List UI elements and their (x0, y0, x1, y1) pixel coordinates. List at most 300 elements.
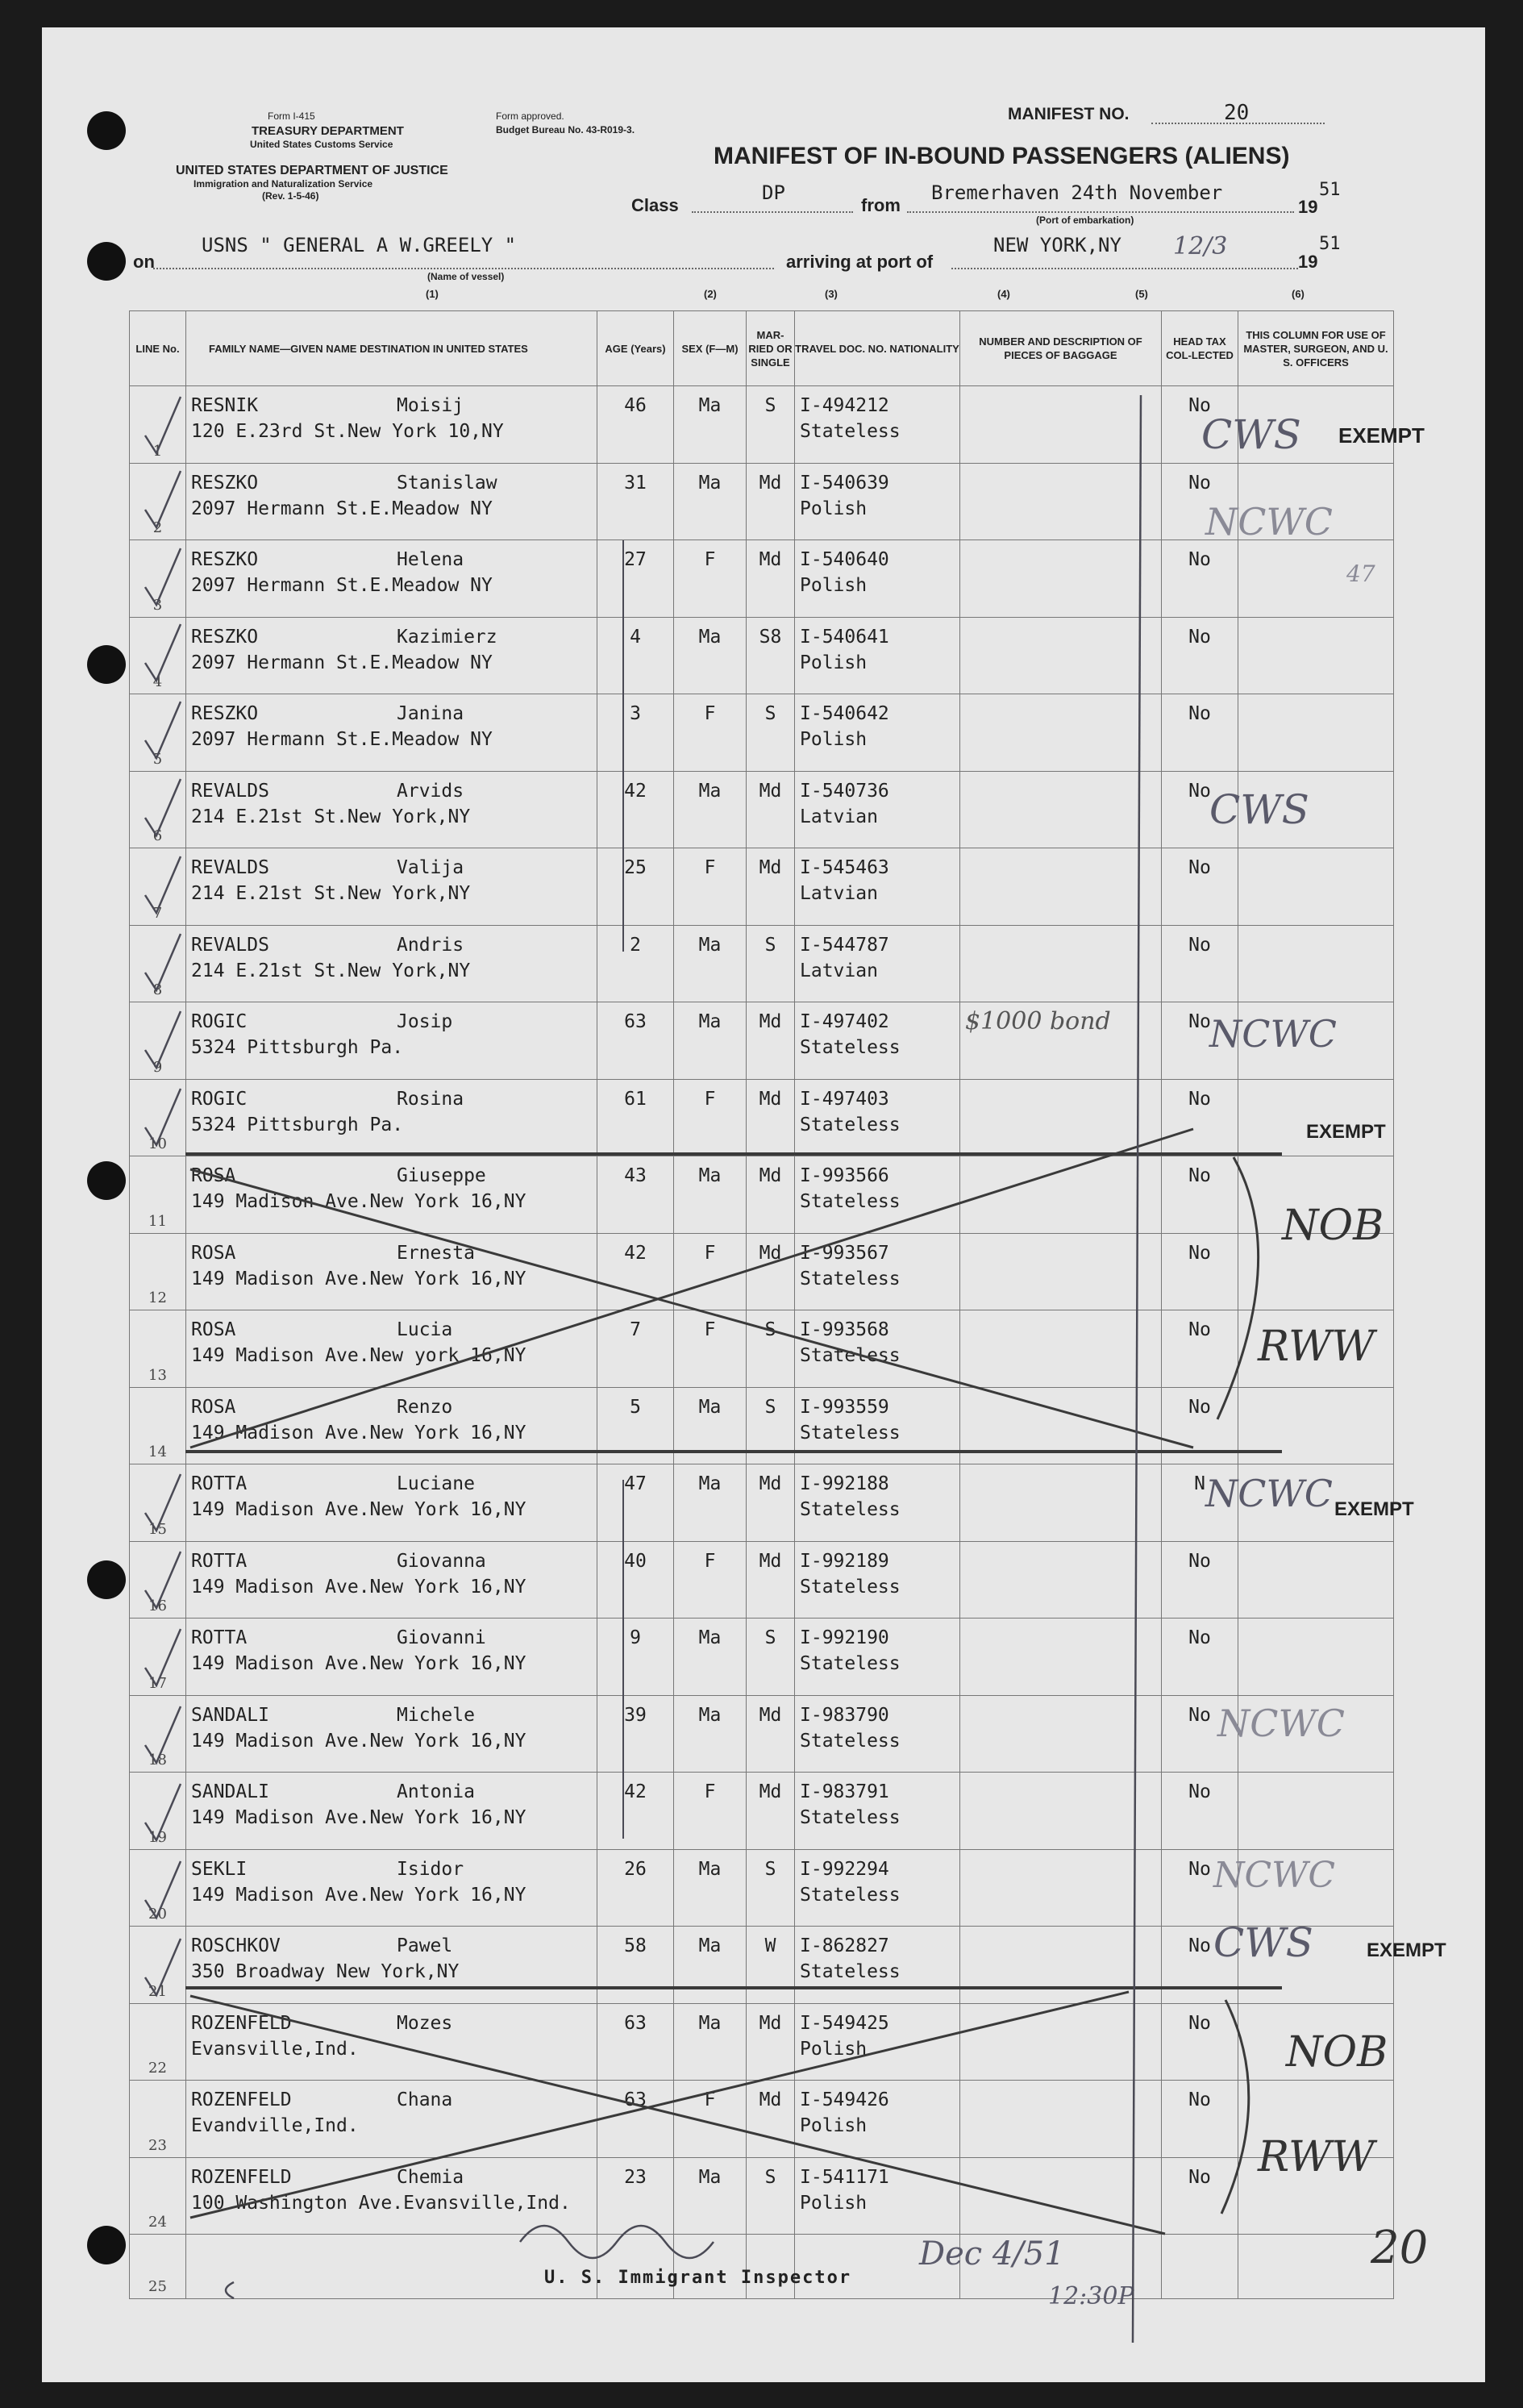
head-tax-cell: No (1162, 2081, 1238, 2158)
check-mark (145, 1629, 181, 1685)
check-mark (145, 702, 181, 758)
head-tax-cell: No (1162, 540, 1238, 618)
sex-cell: Ma (674, 617, 747, 694)
stamp-exempt: EXEMPT (1338, 423, 1425, 448)
pencil-line (1133, 395, 1141, 2343)
married-cell: W (747, 1927, 795, 2004)
year-1: 51 (1319, 180, 1341, 200)
married-cell: S (747, 1619, 795, 1696)
given-name: Chana (397, 2089, 453, 2110)
destination: 149 Madison Ave.New York 16,NY (191, 1191, 526, 1212)
travel-doc: I-549425 (800, 2012, 889, 2034)
nationality: Polish (800, 2115, 868, 2136)
strike-line (190, 1992, 1129, 2218)
family-name: RESZKO (191, 472, 259, 494)
given-name: Arvids (397, 780, 464, 802)
col-sex: SEX (F—M) (674, 311, 747, 386)
nationality: Stateless (800, 1191, 901, 1212)
married-cell: Md (747, 463, 795, 540)
head-tax-cell: No (1162, 1079, 1238, 1156)
annotation-ncwc: NCWC (1205, 500, 1333, 544)
check-mark (145, 779, 181, 835)
destination: 149 Madison Ave.New York 16,NY (191, 1653, 526, 1674)
head-tax-cell: No (1162, 848, 1238, 926)
line-number: 5 (130, 694, 186, 772)
nationality: Latvian (800, 806, 878, 827)
strike-line (190, 1169, 1193, 1448)
year-prefix-1: 19 (1298, 197, 1318, 217)
age-cell: 26 (597, 1849, 674, 1927)
head-tax-cell: No (1162, 1927, 1238, 2004)
annotation-20: 20 (1371, 2222, 1429, 2274)
given-name: Kazimierz (397, 626, 497, 648)
check-mark (145, 1011, 181, 1068)
annotation-nob: NOB (1286, 2028, 1388, 2077)
sex-cell: F (674, 540, 747, 618)
from-label: from (861, 195, 901, 215)
col-doc: TRAVEL DOC. NO. NATIONALITY (795, 311, 960, 386)
destination: 2097 Hermann St.E.Meadow NY (191, 729, 493, 750)
line-number: 25 (130, 2235, 186, 2299)
family-name: REVALDS (191, 934, 269, 956)
age-cell: 46 (597, 386, 674, 464)
sex-cell: Ma (674, 771, 747, 848)
married-cell: Md (747, 1464, 795, 1542)
on-label: on (133, 252, 155, 272)
travel-doc: I-497403 (800, 1088, 889, 1110)
nationality: Stateless (800, 1268, 901, 1289)
line-number: 17 (130, 1619, 186, 1696)
col-number: (1) (426, 288, 439, 300)
annotation-nob: NOB (1282, 1202, 1384, 1250)
married-cell: S (747, 1387, 795, 1464)
justice-dept: UNITED STATES DEPARTMENT OF JUSTICE (176, 164, 448, 177)
sex-cell: F (674, 1079, 747, 1156)
sex-cell: F (674, 1773, 747, 1850)
married-cell: Md (747, 771, 795, 848)
age-cell: 63 (597, 2081, 674, 2158)
ins-service: Immigration and Naturalization Service (193, 178, 373, 190)
form-approved: Form approved. (496, 110, 564, 122)
col-baggage: NUMBER AND DESCRIPTION OF PIECES OF BAGGAGE (960, 311, 1162, 386)
line-number: 24 (130, 2157, 186, 2235)
sex-cell: Ma (674, 463, 747, 540)
given-name: Michele (397, 1704, 475, 1726)
travel-doc: I-541171 (800, 2166, 889, 2188)
family-name: RESNIK (191, 395, 259, 416)
travel-doc: I-540640 (800, 549, 889, 570)
family-name: ROSA (191, 1396, 236, 1418)
travel-doc: I-993567 (800, 1242, 889, 1264)
head-tax-cell: No (1162, 1541, 1238, 1619)
destination: 149 Madison Ave.New York 16,NY (191, 1499, 526, 1520)
customs-service: United States Customs Service (250, 139, 393, 150)
destination: 350 Broadway New York,NY (191, 1961, 460, 1982)
treasury-dept: TREASURY DEPARTMENT (252, 124, 404, 138)
nationality: Stateless (800, 1422, 901, 1444)
destination: 214 E.21st St.New York,NY (191, 883, 471, 904)
stamp-exempt: EXEMPT (1367, 1939, 1446, 1961)
age-cell: 63 (597, 1002, 674, 1080)
travel-doc: I-544787 (800, 934, 889, 956)
line-number: 14 (130, 1387, 186, 1464)
line-number: 6 (130, 771, 186, 848)
married-cell: Md (747, 2003, 795, 2081)
head-tax-cell: No (1162, 386, 1238, 464)
line-number: 3 (130, 540, 186, 618)
check-mark (145, 1861, 181, 1918)
age-cell: 61 (597, 1079, 674, 1156)
travel-doc: I-497402 (800, 1011, 889, 1032)
nationality: Stateless (800, 1730, 901, 1752)
family-name: ROZENFELD (191, 2089, 292, 2110)
check-mark (145, 548, 181, 605)
annotation-rww: RWW (1258, 2133, 1375, 2181)
annotation-47: 47 (1346, 560, 1375, 587)
family-name: ROGIC (191, 1088, 248, 1110)
head-tax-cell: No (1162, 694, 1238, 772)
given-name: Mozes (397, 2012, 453, 2034)
col-married: MAR-RIED OR SINGLE (747, 311, 795, 386)
nationality: Polish (800, 575, 868, 596)
travel-doc: I-983790 (800, 1704, 889, 1726)
given-name: Moisij (397, 395, 464, 416)
age-cell: 47 (597, 1464, 674, 1542)
line-number: 19 (130, 1773, 186, 1850)
nationality: Latvian (800, 960, 878, 981)
given-name: Giovanna (397, 1550, 486, 1572)
family-name: RESZKO (191, 703, 259, 724)
age-cell: 25 (597, 848, 674, 926)
head-tax-cell: No (1162, 463, 1238, 540)
nationality: Stateless (800, 1499, 901, 1520)
destination: 120 E.23rd St.New York 10,NY (191, 421, 504, 442)
head-tax-cell: N (1162, 1464, 1238, 1542)
family-name: REVALDS (191, 857, 269, 878)
head-tax-cell: No (1162, 1156, 1238, 1234)
travel-doc: I-540639 (800, 472, 889, 494)
married-cell: Md (747, 1156, 795, 1234)
family-name: ROTTA (191, 1473, 248, 1494)
bracket (1217, 1157, 1259, 1419)
destination: 149 Madison Ave.New York 16,NY (191, 1730, 526, 1752)
col-line: LINE No. (130, 311, 186, 386)
class-label: Class (631, 195, 679, 215)
given-name: Pawel (397, 1935, 453, 1956)
travel-doc: I-992294 (800, 1858, 889, 1880)
destination: 149 Madison Ave.New York 16,NY (191, 1268, 526, 1289)
sex-cell: F (674, 1310, 747, 1388)
baggage-note: $1000 bond (965, 1007, 1111, 1035)
inspection-date: Dec 4/51 (919, 2235, 1065, 2273)
destination: 149 Madison Ave.New York 16,NY (191, 1884, 526, 1906)
arrival-port: NEW YORK,NY (993, 234, 1121, 256)
col-officers: THIS COLUMN FOR USE OF MASTER, SURGEON, AND U. S. OFFICERS (1238, 311, 1394, 386)
budget-bureau: Budget Bureau No. 43-R019-3. (496, 124, 635, 135)
married-cell: S (747, 386, 795, 464)
inspection-time: 12:30P (1048, 2282, 1134, 2310)
line-number: 11 (130, 1156, 186, 1234)
vessel-name: USNS " GENERAL A W.GREELY " (202, 234, 517, 256)
nationality: Stateless (800, 1961, 901, 1982)
vessel-caption: (Name of vessel) (427, 271, 505, 282)
family-name: RESZKO (191, 549, 259, 570)
inspector-signature (520, 2226, 714, 2258)
check-mark (145, 624, 181, 681)
check-mark (145, 1474, 181, 1531)
strike-line (190, 1129, 1193, 1448)
given-name: Renzo (397, 1396, 453, 1418)
line-number: 10 (130, 1079, 186, 1156)
line-number: 22 (130, 2003, 186, 2081)
check-mark (145, 934, 181, 990)
check-mark (145, 1089, 181, 1145)
head-tax-cell: No (1162, 925, 1238, 1002)
arriving-label: arriving at port of (786, 252, 934, 272)
nationality: Stateless (800, 1037, 901, 1058)
family-name: REVALDS (191, 780, 269, 802)
col-number: (5) (1135, 288, 1148, 300)
given-name: Lucia (397, 1319, 453, 1340)
destination: 2097 Hermann St.E.Meadow NY (191, 652, 493, 673)
married-cell: Md (747, 1773, 795, 1850)
destination: 5324 Pittsburgh Pa. (191, 1114, 404, 1135)
nationality: Stateless (800, 1576, 901, 1598)
sex-cell: Ma (674, 1849, 747, 1927)
nationality: Polish (800, 2192, 868, 2214)
sex-cell: Ma (674, 2157, 747, 2235)
col-age: AGE (Years) (597, 311, 674, 386)
sex-cell: Ma (674, 1619, 747, 1696)
travel-doc: I-993566 (800, 1165, 889, 1186)
age-cell: 39 (597, 1695, 674, 1773)
family-name: ROZENFELD (191, 2012, 292, 2034)
sex-cell: F (674, 1233, 747, 1310)
family-name: RESZKO (191, 626, 259, 648)
manifest-no-label: MANIFEST NO. (1008, 105, 1130, 123)
line-number: 23 (130, 2081, 186, 2158)
line-number: 18 (130, 1695, 186, 1773)
married-cell: Md (747, 2081, 795, 2158)
class-value: DP (762, 181, 785, 204)
given-name: Ernesta (397, 1242, 475, 1264)
annotation-cws: CWS (1209, 786, 1309, 833)
married-cell: Md (747, 1002, 795, 1080)
sex-cell: Ma (674, 386, 747, 464)
year-prefix-2: 19 (1298, 252, 1318, 272)
line-number: 7 (130, 848, 186, 926)
family-name: ROGIC (191, 1011, 248, 1032)
destination: Evansville,Ind. (191, 2038, 359, 2060)
travel-doc: I-494212 (800, 395, 889, 416)
head-tax-cell: No (1162, 1849, 1238, 1927)
check-mark (145, 397, 181, 453)
manifest-number: 20 (1224, 101, 1250, 125)
nationality: Stateless (800, 1345, 901, 1366)
head-tax-cell: No (1162, 1773, 1238, 1850)
age-cell: 23 (597, 2157, 674, 2235)
head-tax-cell: No (1162, 1619, 1238, 1696)
sex-cell: Ma (674, 1002, 747, 1080)
given-name: Josip (397, 1011, 453, 1032)
family-name: SANDALI (191, 1781, 269, 1802)
nationality: Latvian (800, 883, 878, 904)
line-number: 4 (130, 617, 186, 694)
travel-doc: I-862827 (800, 1935, 889, 1956)
given-name: Valija (397, 857, 464, 878)
manifest-title: MANIFEST OF IN-BOUND PASSENGERS (ALIENS) (714, 143, 1290, 169)
head-tax-cell: No (1162, 2003, 1238, 2081)
age-cell: 42 (597, 771, 674, 848)
annotation-ncwc: NCWC (1205, 1472, 1333, 1515)
line-number: 1 (130, 386, 186, 464)
embarkation-port: Bremerhaven 24th November (931, 181, 1223, 204)
family-name: ROSA (191, 1165, 236, 1186)
married-cell: Md (747, 1079, 795, 1156)
form-number: Form I-415 (268, 110, 315, 122)
travel-doc: I-992188 (800, 1473, 889, 1494)
check-mark (145, 856, 181, 913)
sex-cell: F (674, 2081, 747, 2158)
age-cell: 5 (597, 1387, 674, 1464)
head-tax-cell: No (1162, 1233, 1238, 1310)
sex-cell: Ma (674, 1387, 747, 1464)
age-cell: 9 (597, 1619, 674, 1696)
nationality: Stateless (800, 1653, 901, 1674)
col-tax: HEAD TAX COL-LECTED (1162, 311, 1238, 386)
destination: Evandville,Ind. (191, 2115, 359, 2136)
destination: 149 Madison Ave.New York 16,NY (191, 1422, 526, 1444)
given-name: Chemia (397, 2166, 464, 2188)
year-2: 51 (1319, 234, 1341, 254)
given-name: Giuseppe (397, 1165, 486, 1186)
given-name: Stanislaw (397, 472, 497, 494)
given-name: Helena (397, 549, 464, 570)
line-number: 12 (130, 1233, 186, 1310)
married-cell: Md (747, 1233, 795, 1310)
sex-cell: Ma (674, 1464, 747, 1542)
age-cell: 42 (597, 1233, 674, 1310)
arrival-date: 12/3 (1173, 232, 1228, 260)
married-cell: S8 (747, 617, 795, 694)
nationality: Stateless (800, 1807, 901, 1828)
check-mark (145, 1706, 181, 1763)
family-name: ROSA (191, 1319, 236, 1340)
married-cell: S (747, 925, 795, 1002)
family-name: SEKLI (191, 1858, 248, 1880)
annotation-cws: CWS (1201, 411, 1301, 458)
travel-doc: I-549426 (800, 2089, 889, 2110)
given-name: Antonia (397, 1781, 475, 1802)
sex-cell: Ma (674, 1927, 747, 2004)
check-mark (145, 1939, 181, 1995)
destination: 2097 Hermann St.E.Meadow NY (191, 498, 493, 519)
nationality: Stateless (800, 421, 901, 442)
age-cell: 40 (597, 1541, 674, 1619)
nationality: Polish (800, 729, 868, 750)
travel-doc: I-993559 (800, 1396, 889, 1418)
destination: 2097 Hermann St.E.Meadow NY (191, 575, 493, 596)
married-cell: S (747, 1310, 795, 1388)
head-tax-cell: No (1162, 1002, 1238, 1080)
travel-doc: I-545463 (800, 857, 889, 878)
col-name: FAMILY NAME—GIVEN NAME DESTINATION IN UNITED STATES (186, 311, 597, 386)
head-tax-cell: No (1162, 1310, 1238, 1388)
annotation-cws: CWS (1213, 1919, 1313, 1966)
line-number: 15 (130, 1464, 186, 1542)
married-cell: S (747, 1849, 795, 1927)
head-tax-cell: No (1162, 1695, 1238, 1773)
destination: 149 Madison Ave.New york 16,NY (191, 1345, 526, 1366)
given-name: Isidor (397, 1858, 464, 1880)
col-number: (6) (1292, 288, 1305, 300)
married-cell: Md (747, 848, 795, 926)
line-number: 20 (130, 1849, 186, 1927)
given-name: Giovanni (397, 1627, 486, 1648)
travel-doc: I-992189 (800, 1550, 889, 1572)
destination: 214 E.21st St.New York,NY (191, 806, 471, 827)
age-cell: 3 (597, 694, 674, 772)
line-number: 2 (130, 463, 186, 540)
family-name: ROTTA (191, 1550, 248, 1572)
embarkation-caption: (Port of embarkation) (1036, 215, 1134, 226)
nationality: Polish (800, 498, 868, 519)
destination: 100 Washington Ave.Evansville,Ind. (191, 2192, 571, 2214)
bracket (1221, 2000, 1249, 2214)
destination: 5324 Pittsburgh Pa. (191, 1037, 404, 1058)
line-number: 9 (130, 1002, 186, 1080)
line-number: 13 (130, 1310, 186, 1388)
nationality: Stateless (800, 1114, 901, 1135)
nationality: Polish (800, 2038, 868, 2060)
married-cell: S (747, 2157, 795, 2235)
sex-cell: Ma (674, 925, 747, 1002)
sex-cell: F (674, 848, 747, 926)
destination: 149 Madison Ave.New York 16,NY (191, 1576, 526, 1598)
line-number: 16 (130, 1541, 186, 1619)
married-cell: S (747, 694, 795, 772)
family-name: ROSCHKOV (191, 1935, 281, 1956)
line-number: 21 (130, 1927, 186, 2004)
age-cell: 42 (597, 1773, 674, 1850)
head-tax-cell: No (1162, 2157, 1238, 2235)
annotation-rww: RWW (1258, 1323, 1375, 1371)
travel-doc: I-540641 (800, 626, 889, 648)
travel-doc: I-540642 (800, 703, 889, 724)
head-tax-cell: No (1162, 771, 1238, 848)
given-name: Rosina (397, 1088, 464, 1110)
sex-cell: F (674, 694, 747, 772)
age-cell: 58 (597, 1927, 674, 2004)
sex-cell: F (674, 1541, 747, 1619)
given-name: Andris (397, 934, 464, 956)
travel-doc: I-993568 (800, 1319, 889, 1340)
col-number: (4) (997, 288, 1010, 300)
stamp-exempt: EXEMPT (1306, 1121, 1386, 1143)
sex-cell: Ma (674, 1156, 747, 1234)
annotation-ncwc: NCWC (1217, 1702, 1345, 1745)
revision: (Rev. 1-5-46) (262, 190, 319, 202)
inspector-label: U. S. Immigrant Inspector (544, 2268, 852, 2288)
family-name: SANDALI (191, 1704, 269, 1726)
head-tax-cell: No (1162, 1387, 1238, 1464)
married-cell: Md (747, 1695, 795, 1773)
nationality: Stateless (800, 1884, 901, 1906)
travel-doc: I-983791 (800, 1781, 889, 1802)
strike-line (190, 1996, 1165, 2234)
sex-cell: Ma (674, 2003, 747, 2081)
travel-doc: I-540736 (800, 780, 889, 802)
